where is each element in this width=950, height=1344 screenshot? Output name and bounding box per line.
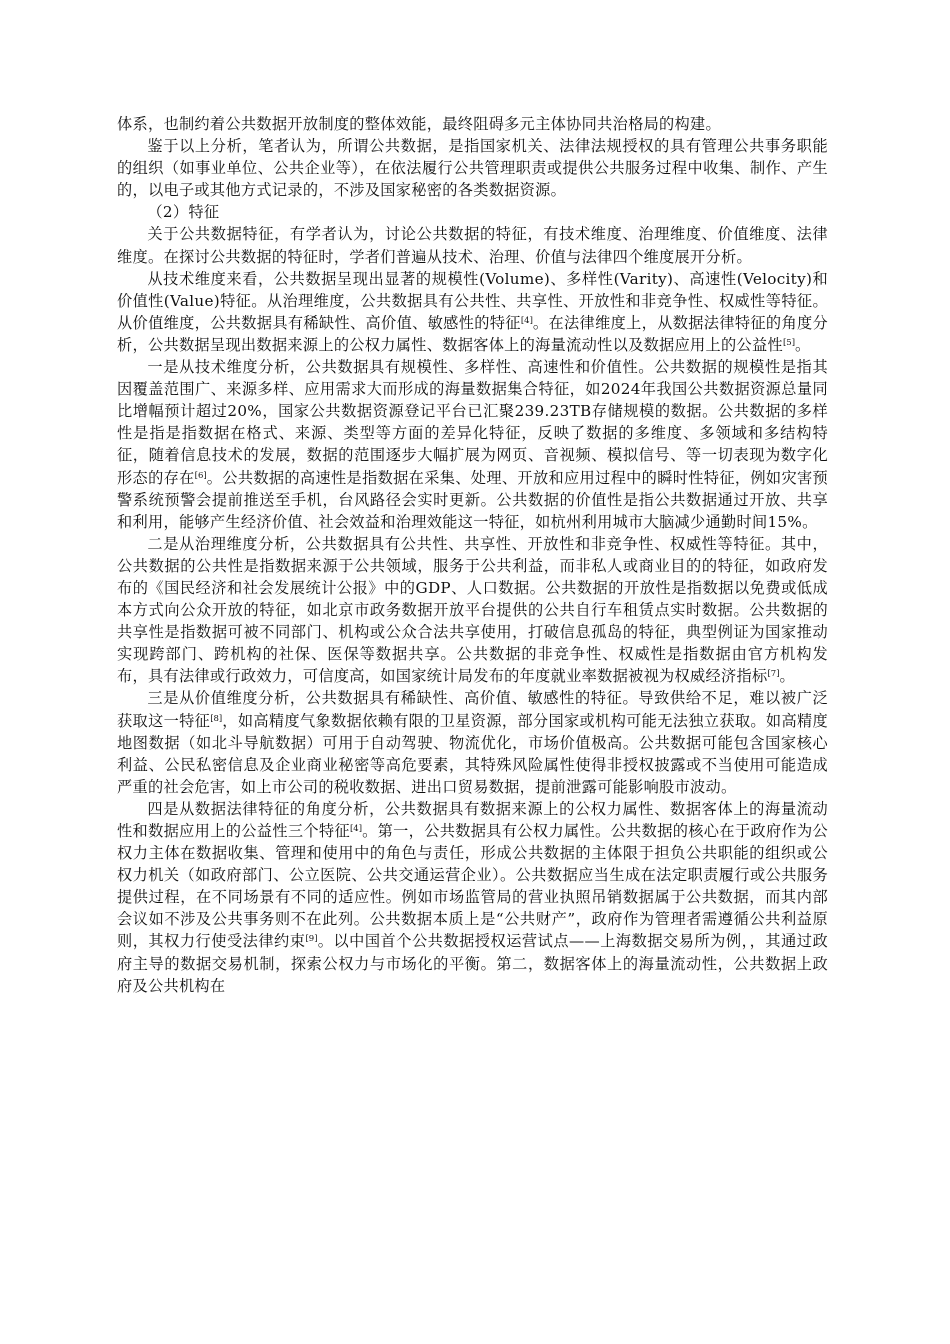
citation-marker: [6] — [194, 470, 207, 481]
text-run: 。在法律维度上，从数据法律特征的角度分析，公共数据呈现出数据来源上的公权力属性、数据客体上的海量流动性以及数据应用上的公益性 — [117, 313, 828, 354]
paragraph — [117, 687, 828, 797]
paragraph — [117, 798, 828, 997]
citation-marker: [4] — [520, 315, 533, 326]
citation-marker: [7] — [767, 669, 780, 680]
text-run: 。 — [795, 335, 811, 354]
text-run: 鉴于以上分析，笔者认为，所谓公共数据，是指国家机关、法律法规授权的具有管理公共事务职能的组织（如事业单位、公共企业等），在依法履行公共管理职责或提供公共服务过程中收集、制作、产生的，以电子或其他方式记录的，不涉及国家秘密的各类数据资源。 — [117, 137, 828, 200]
paragraph — [117, 356, 828, 533]
text-run: 关于公共数据特征，有学者认为，讨论公共数据的特征，有技术维度、治理维度、价值维度、法律维度。在探讨公共数据的特征时，学者们普遍从技术、治理、价值与法律四个维度展开分析。 — [117, 225, 828, 266]
text-run: 二是从治理维度分析，公共数据具有公共性、共享性、开放性和非竞争性、权威性等特征。其中，公共数据的公共性是指数据来源于公共领域，服务于公共利益，而非私人或商业目的的特征，如政府发布的《国民经济和社会发展统计公报》中的GDP、人口数据。公共数据的开放性是指数据以免费或低成本方式向公众开放的特征，如北京市政务数据开放平台提供的公共自行车租赁点实时数据。公共数据的共享性是指数据可被不同部门、机构或公众合法共享使用，打破信息孤岛的特征，典型例证为国家推动实现跨部门、跨机构的社保、医保等数据共享。公共数据的非竞争性、权威性是指数据由官方机构发布，具有法律或行政效力，可信度高，如国家统计局发布的年度就业率数据被视为权威经济指标 — [117, 534, 828, 686]
paragraph — [117, 268, 828, 356]
text-run: 。第一，公共数据具有公权力属性。公共数据的核心在于政府作为公权力主体在数据收集、管理和使用中的角色与责任，形成公共数据的主体限于担负公共职能的组织或公权力机关（如政府部门、公立医院、公共交通运营企业）。公共数据应当生成在法定职责履行或公共服务提供过程，在不同场景有不同的适应性。例如市场监管局的营业执照吊销数据属于公共数据，而其内部会议如不涉及公共事务则不在此列。公共数据本质上是“公共财产”，政府作为管理者需遵循公共利益原则，其权力行使受法律约束 — [117, 822, 828, 951]
paragraph — [117, 113, 828, 135]
text-run: 。以中国首个公共数据授权运营试点——上海数据交易所为例，，其通过政府主导的数据交易机制，探索公权力与市场化的平衡。第二，数据客体上的海量流动性，公共数据上政府及公共机构在 — [117, 932, 828, 995]
text-run: 体系，也制约着公共数据开放制度的整体效能，最终阻碍多元主体协同共治格局的构建。 — [117, 115, 722, 133]
text-run: 从技术维度来看，公共数据呈现出显著的规模性(Volume)、多样性(Varity)、高速性(Velocity)和价值性(Value)特征。从治理维度，公共数据具有公共性、共享性、开放性和非竞争性、权威性等特征。从价值维度，公共数据具有稀缺性、高价值、敏感性的特征 — [117, 269, 828, 332]
paragraph — [117, 223, 828, 267]
text-run: 。 — [779, 667, 796, 686]
text-run: 。公共数据的高速性是指数据在采集、处理、开放和应用过程中的瞬时性特征，例如灾害预警系统预警会提前推送至手机，台风路径会实时更新。公共数据的价值性是指公共数据通过开放、共享和利用，能够产生经济价值、社会效益和治理效能这一特征，如杭州利用城市大脑减少通勤时间15%。 — [117, 468, 829, 531]
paragraph — [117, 533, 828, 688]
document-page — [117, 113, 828, 997]
text-run: 四是从数据法律特征的角度分析，公共数据具有数据来源上的公权力属性、数据客体上的海量流动性和数据应用上的公益性三个特征 — [117, 799, 828, 840]
paragraph — [117, 135, 828, 201]
section-heading — [117, 201, 828, 223]
citation-marker: [5] — [782, 337, 796, 348]
text-run: 三是从价值维度分析，公共数据具有稀缺性、高价值、敏感性的特征。导致供给不足，难以被广泛获取这一特征 — [117, 689, 828, 730]
text-run: 一是从技术维度分析，公共数据具有规模性、多样性、高速性和价值性。公共数据的规模性是指其因覆盖范围广、来源多样、应用需求大而形成的海量数据集合特征，如2024年我国公共数据资源总量同比增幅预计超过20%，国家公共数据资源登记平台已汇聚239.23TB存储规模的数据。公共数据的多样性是指是指数据在格式、来源、类型等方面的差异化特征，反映了数据的多维度、多领域和多结构特征，随着信息技术的发展，数据的范围逐步大幅扩展为网页、音视频、模拟信号、等一切表现为数字化形态的存在 — [117, 358, 828, 487]
citation-marker: [9] — [305, 934, 318, 945]
text-run: （2）特征 — [147, 203, 220, 222]
citation-marker: [4] — [349, 824, 363, 834]
text-run: ，如高精度气象数据依赖有限的卫星资源，部分国家或机构可能无法独立获取。如高精度地图数据（如北斗导航数据）可用于自动驾驶、物流优化，市场价值极高。公共数据可能包含国家核心利益、公民私密信息及企业商业秘密等高危要素，其特殊风险属性使得非授权披露或不当使用可能造成严重的社会危害，如上市公司的税收数据、进出口贸易数据，提前泄露可能影响股市波动。 — [117, 711, 828, 796]
citation-marker: [8] — [210, 713, 223, 724]
